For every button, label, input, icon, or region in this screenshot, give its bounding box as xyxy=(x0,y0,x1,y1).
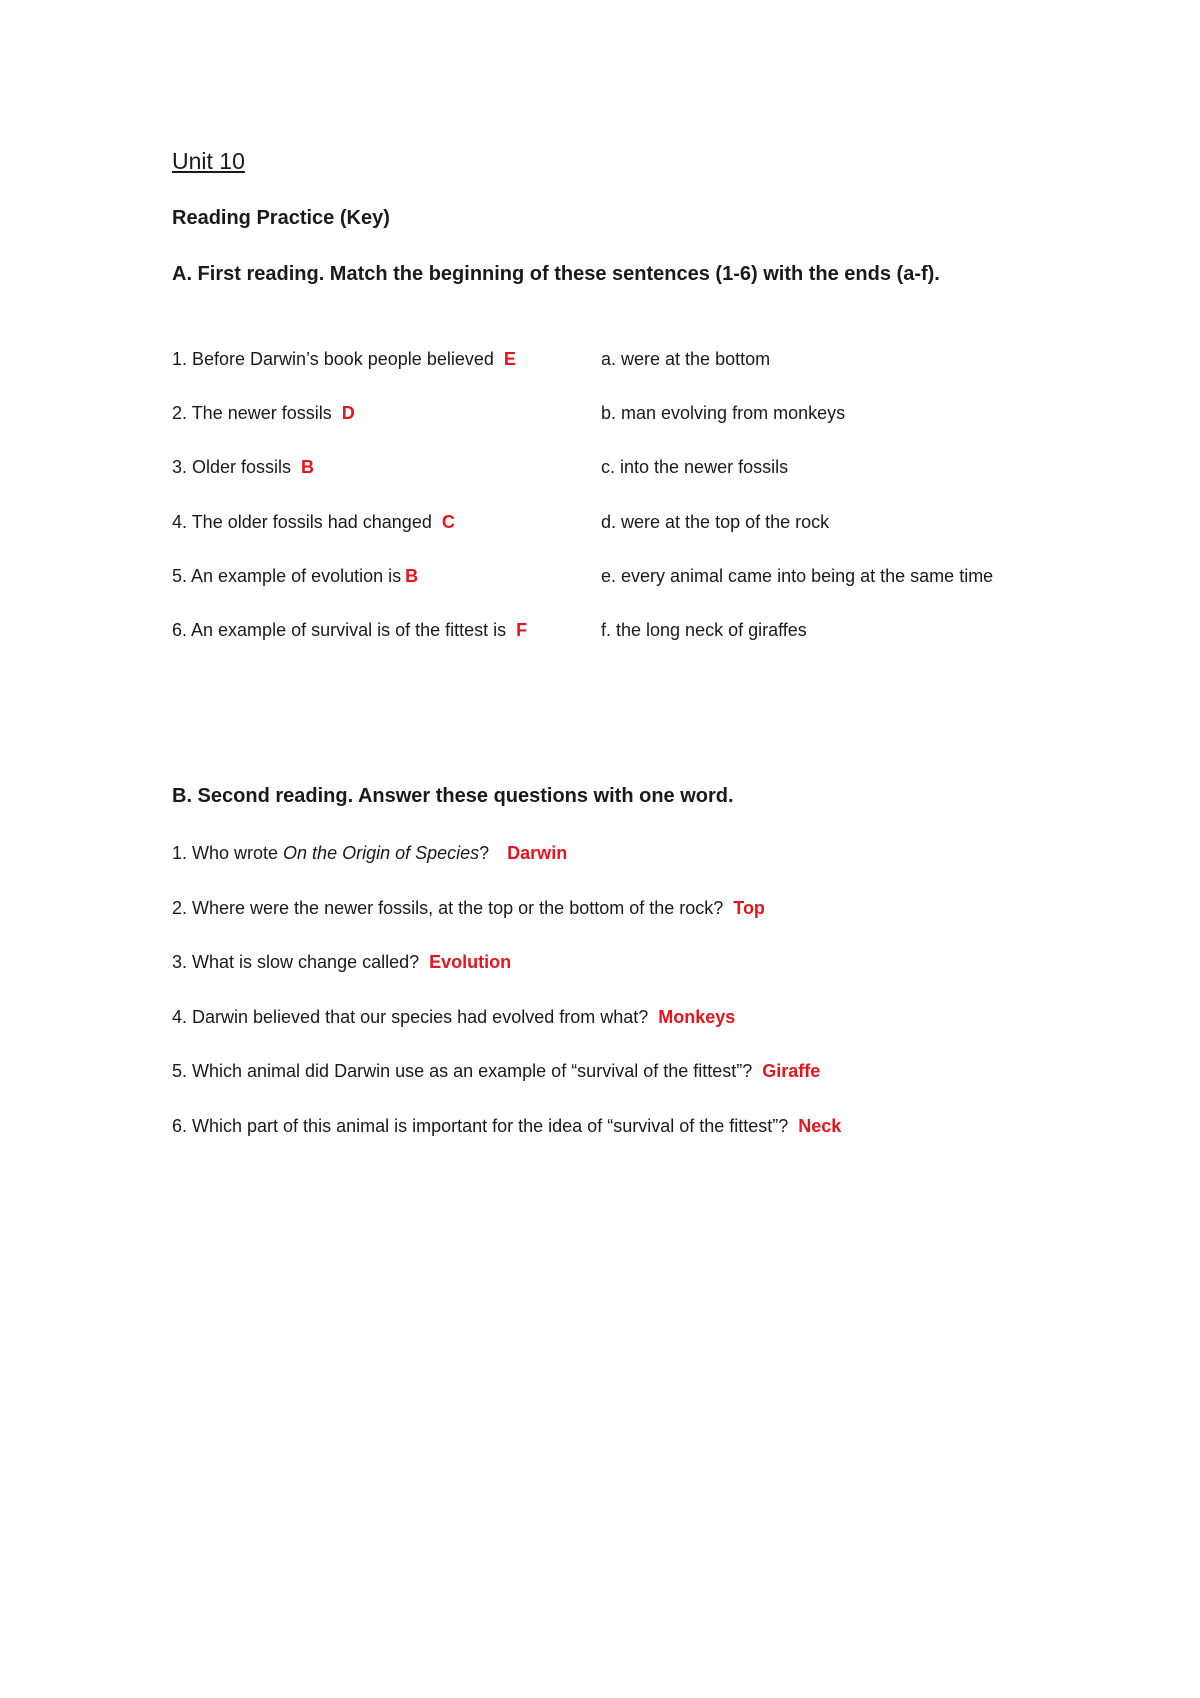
question-item: 6. Which part of this animal is important for the idea of “survival of the fittest”? Neck xyxy=(172,1116,842,1136)
question-answer: Neck xyxy=(798,1116,842,1136)
match-left-item: 4. The older fossils had changed C xyxy=(172,512,455,532)
match-right-item: b. man evolving from monkeys xyxy=(601,403,846,423)
question-answer: Giraffe xyxy=(762,1061,821,1081)
book-title: On the Origin of Species xyxy=(283,843,480,863)
match-left-item: 1. Before Darwin’s book people believed E xyxy=(172,349,516,369)
match-left-item: 6. An example of survival is of the fittest is F xyxy=(172,620,528,640)
question-item: 2. Where were the newer fossils, at the top or the bottom of the rock? Top xyxy=(172,898,765,918)
match-answer: C xyxy=(441,512,455,532)
match-answer: B xyxy=(301,457,315,477)
unit-title: Unit 10 xyxy=(172,148,245,174)
question-item: 5. Which animal did Darwin use as an example of “survival of the fittest”? Giraffe xyxy=(172,1061,821,1081)
match-answer: B xyxy=(405,566,419,586)
match-right-item: a. were at the bottom xyxy=(601,349,771,369)
match-right-item: c. into the newer fossils xyxy=(601,457,789,477)
match-right-item: f. the long neck of giraffes xyxy=(601,620,807,640)
match-answer: D xyxy=(341,403,355,423)
match-answer: E xyxy=(503,349,516,369)
match-left-item: 5. An example of evolution is B xyxy=(172,566,419,586)
question-answer: Top xyxy=(733,898,765,918)
subtitle: Reading Practice (Key) xyxy=(172,207,390,229)
match-right-item: d. were at the top of the rock xyxy=(601,512,830,532)
match-answer: F xyxy=(516,620,528,640)
question-item: 4. Darwin believed that our species had evolved from what? Monkeys xyxy=(172,1007,736,1027)
question-answer: Evolution xyxy=(429,952,512,972)
match-right-item: e. every animal came into being at the same time xyxy=(601,566,994,586)
match-left-item: 3. Older fossils B xyxy=(172,457,315,477)
section-b-heading: B. Second reading. Answer these questions with one word. xyxy=(172,785,734,807)
question-item: 3. What is slow change called? Evolution xyxy=(172,952,512,972)
match-left-item: 2. The newer fossils D xyxy=(172,403,355,423)
question-item: 1. Who wrote On the Origin of Species? Darwin xyxy=(172,843,568,863)
section-a-heading: A. First reading. Match the beginning of these sentences (1-6) with the ends (a-f). xyxy=(172,263,940,285)
question-answer: Monkeys xyxy=(658,1007,736,1027)
question-answer: Darwin xyxy=(507,843,568,863)
